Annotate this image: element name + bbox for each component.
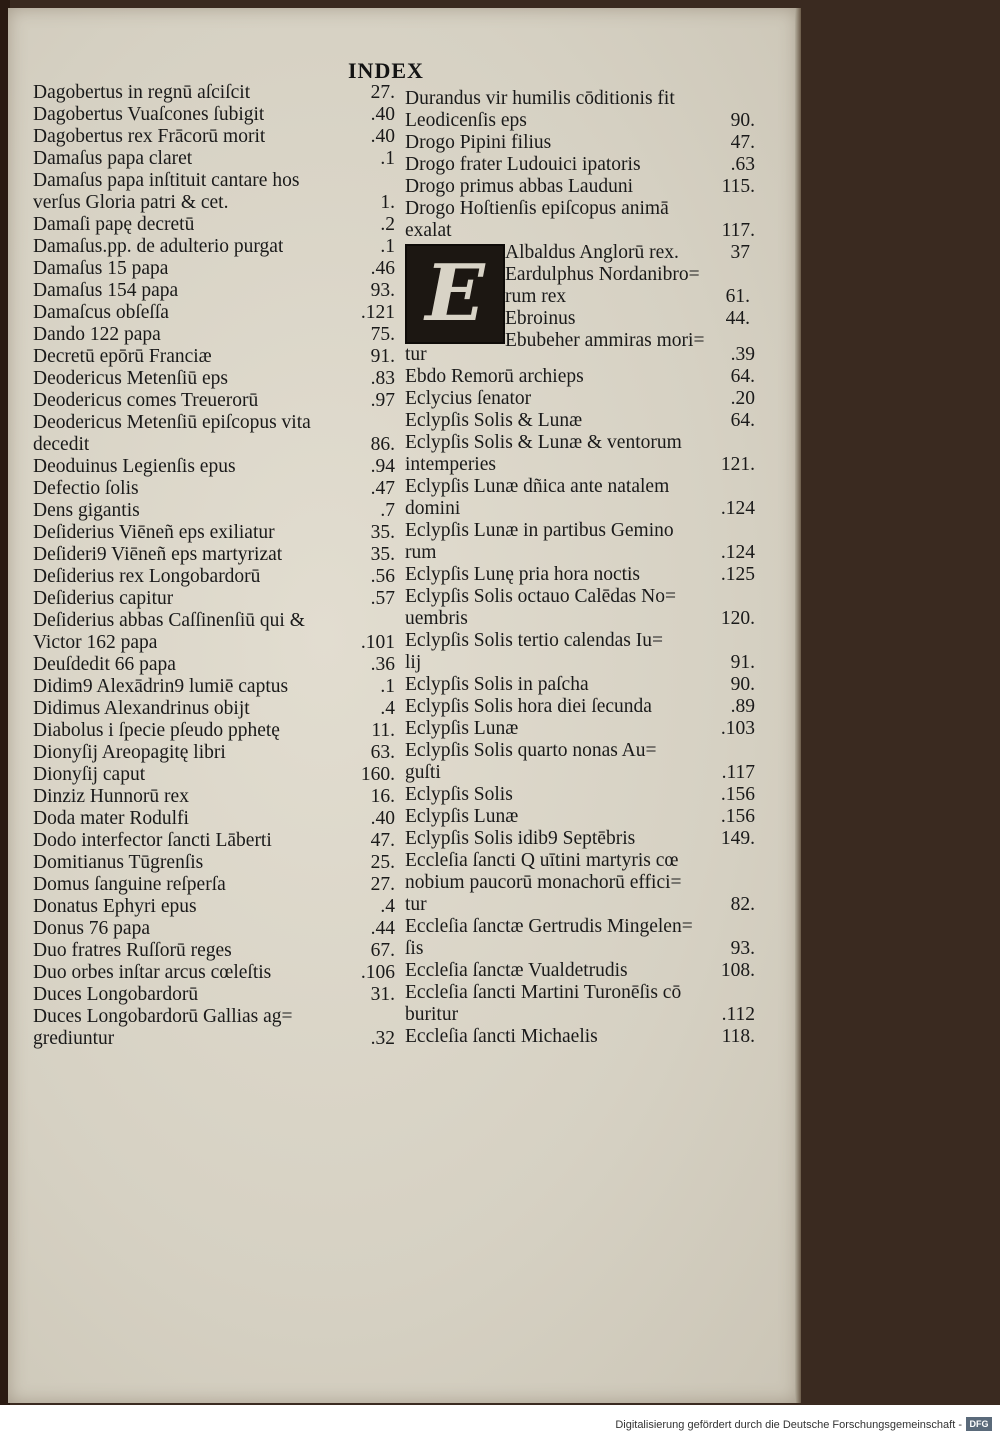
entry-page-number: 149. [720,828,755,849]
entry-text: Decretū epōrū Franciæ [33,346,212,367]
entry-page-number: .56 [370,566,395,587]
entry-page-number: 91. [730,652,755,673]
entry-text: Eclypſis Solis octauo Calēdas No= [405,586,676,607]
entry-page-number: .106 [360,962,395,983]
entry-text: buritur [405,1004,459,1025]
index-entry [405,718,755,740]
footer-bar [0,1405,1000,1438]
index-entry [33,830,395,852]
entry-text: Eccleſia ſanctæ Vualdetrudis [405,960,628,981]
entry-text: Dionyſij caput [33,764,146,785]
index-entry [405,894,755,916]
entry-text: Eclypſis Solis tertio calendas Iu= [405,630,663,651]
entry-page-number: .44 [370,918,395,939]
index-entry [33,962,395,984]
index-entry [405,366,755,388]
entry-text: rum [405,542,437,563]
entry-text: Duces Longobardorū [33,984,199,1005]
entry-text: domini [405,498,461,519]
entry-text: Eclypſis Solis idib9 Septēbris [405,828,636,849]
entry-page-number: .1 [380,236,395,257]
entry-text: Eclypſis Lunæ [405,718,519,739]
entry-text: decedit [33,434,90,455]
index-entry [405,198,755,220]
index-entry [405,88,755,110]
entry-page-number: .117 [721,762,755,783]
index-entry [405,220,755,242]
entry-page-number: 93. [370,280,395,301]
entry-page-number: 35. [370,544,395,565]
index-entry [505,242,750,264]
index-entry [33,192,395,214]
index-entry [405,176,755,198]
index-entry [405,608,755,630]
entry-text: rum rex [505,286,567,307]
entry-page-number: .20 [730,388,755,409]
entry-page-number: 37 [730,242,750,263]
entry-text: Domus ſanguine reſperſa [33,874,226,895]
entry-text: Drogo Pipini filius [405,132,552,153]
index-entry [405,388,755,410]
entry-text: Ebubeher ammiras mori= [505,330,705,351]
entry-page-number: 27. [370,874,395,895]
entry-text: Deſiderius abbas Caſſinenſiū qui & [33,610,305,631]
entry-text: Damaſcus obſeſſa [33,302,169,323]
entry-page-number: 93. [730,938,755,959]
index-entry [33,302,395,324]
entry-text: Donatus Ephyri epus [33,896,197,917]
entry-page-number: .2 [380,214,395,235]
entry-text: Domitianus Tūgrenſis [33,852,204,873]
footer-credit: Digitalisierung gefördert durch die Deutsche Forschungsgemeinschaft - [615,1419,962,1431]
entry-page-number: 120. [720,608,755,629]
entry-text: Deſiderius rex Longobardorū [33,566,261,587]
entry-text: tur [405,894,427,915]
entry-page-number: 115. [721,176,755,197]
entry-text: exalat [405,220,452,241]
index-entry [33,434,395,456]
entry-page-number: .83 [370,368,395,389]
entry-text: Albaldus Anglorū rex. [505,242,679,263]
entry-text: Didimus Alexandrinus obijt [33,698,250,719]
entry-text: intemperies [405,454,496,475]
index-entry [33,412,395,434]
index-entry [33,170,395,192]
index-entry [33,1006,395,1028]
entry-page-number: .36 [370,654,395,675]
entry-text: Eclypſis Solis hora diei ſecunda [405,696,652,717]
entry-page-number: 67. [370,940,395,961]
entry-page-number: 90. [730,674,755,695]
entry-page-number: 35. [370,522,395,543]
entry-page-number: .40 [370,104,395,125]
entry-text: Duces Longobardorū Gallias ag= [33,1006,293,1027]
entry-page-number: 82. [730,894,755,915]
entry-page-number: .57 [370,588,395,609]
index-entry [33,588,395,610]
entry-page-number: .89 [730,696,755,717]
entry-page-number: .101 [360,632,395,653]
entry-text: Defectio ſolis [33,478,139,499]
index-entry [505,286,750,308]
index-entry [405,938,755,960]
entry-text: Ebroinus [505,308,576,329]
entry-text: Eclypſis Lunæ [405,806,519,827]
dfg-logo: DFG [966,1417,992,1431]
entry-text: Eclypſis Solis & Lunæ & ventorum [405,432,682,453]
entry-page-number: 121. [720,454,755,475]
index-entry [33,852,395,874]
entry-text: guſti [405,762,441,783]
index-entry [33,566,395,588]
index-entry [33,478,395,500]
entry-text: Eclypſis Lunæ dñica ante natalem [405,476,670,497]
right-column-top [405,88,755,242]
index-entry [405,432,755,454]
entry-page-number: .112 [721,1004,755,1025]
index-entry [405,652,755,674]
entry-text: Eccleſia ſancti Q uītini martyris cœ [405,850,679,871]
index-entry [33,500,395,522]
entry-page-number: .46 [370,258,395,279]
index-entry [405,982,755,1004]
entry-text: ſis [405,938,424,959]
index-entry [33,698,395,720]
entry-text: Damaſus 15 papa [33,258,169,279]
entry-page-number: 16. [370,786,395,807]
entry-text: Eclypſis Lunę pria hora noctis [405,564,641,585]
index-entry [405,586,755,608]
index-entry [405,154,755,176]
entry-text: Dinziz Hunnorū rex [33,786,189,807]
right-column-bottom [405,344,755,1048]
entry-page-number: .4 [380,896,395,917]
entry-text: grediuntur [33,1028,115,1049]
index-entry [33,632,395,654]
entry-page-number: .1 [380,148,395,169]
entry-text: Drogo frater Ludouici ipatoris [405,154,641,175]
index-entry [405,520,755,542]
index-entry [405,564,755,586]
entry-text: Eclypſis Solis [405,784,513,805]
index-entry [405,1004,755,1026]
initial-lines [505,242,750,352]
entry-page-number: 86. [370,434,395,455]
entry-text: lij [405,652,422,673]
entry-page-number: 63. [370,742,395,763]
entry-text: Dionyſij Areopagitę libri [33,742,226,763]
index-entry [33,808,395,830]
entry-text: Eccleſia ſanctæ Gertrudis Mingelen= [405,916,693,937]
index-entry [405,132,755,154]
entry-page-number: .124 [720,542,755,563]
entry-page-number: 11. [371,720,395,741]
entry-text: Dagobertus in regnū aſciſcit [33,82,251,103]
entry-text: Dens gigantis [33,500,140,521]
index-entry [33,324,395,346]
entry-text: Duo orbes inſtar arcus cœleſtis [33,962,272,983]
entry-text: Deodericus Metenſiū epiſcopus vita [33,412,311,433]
index-entry [33,126,395,148]
entry-text: Drogo Hoſtienſis epiſcopus animā [405,198,669,219]
index-entry [405,674,755,696]
index-entry [405,454,755,476]
index-entry [505,330,750,352]
entry-page-number: 61. [725,286,750,307]
index-entry [33,346,395,368]
entry-page-number: .47 [370,478,395,499]
page-header: INDEX [348,58,424,83]
index-entry [33,236,395,258]
entry-text: Victor 162 papa [33,632,158,653]
entry-text: Deoduinus Legienſis epus [33,456,236,477]
entry-text: Eclycius ſenator [405,388,532,409]
entry-text: Didim9 Alexādrin9 lumiē captus [33,676,289,697]
entry-text: Damaſus 154 papa [33,280,179,301]
index-entry [33,258,395,280]
index-entry [33,368,395,390]
entry-page-number: .156 [720,806,755,827]
index-entry [505,264,750,286]
index-entry [405,740,755,762]
entry-page-number: 64. [730,366,755,387]
entry-page-number: .40 [370,126,395,147]
entry-text: Damaſi papę decretū [33,214,195,235]
index-entry [33,918,395,940]
entry-page-number: 27. [370,82,395,103]
entry-page-number: 47. [370,830,395,851]
index-entry [33,280,395,302]
index-entry [33,456,395,478]
index-entry [33,104,395,126]
index-entry [505,308,750,330]
index-entry [33,82,395,104]
index-entry [405,410,755,432]
index-entry [405,630,755,652]
entry-text: Doda mater Rodulfi [33,808,189,829]
entry-text: nobium paucorū monachorū effici= [405,872,682,893]
initial-block [405,242,755,352]
entry-page-number: .40 [370,808,395,829]
index-entry [405,542,755,564]
entry-text: Eclypſis Solis quarto nonas Au= [405,740,657,761]
entry-text: Eccleſia ſancti Michaelis [405,1026,598,1047]
entry-text: Eclypſis Solis in paſcha [405,674,589,695]
index-entry [33,214,395,236]
index-entry [405,1026,755,1048]
entry-page-number: .63 [730,154,755,175]
entry-text: Damaſus papa claret [33,148,193,169]
index-entry [33,676,395,698]
index-entry [33,544,395,566]
right-column [405,88,755,1048]
entry-text: Drogo primus abbas Lauduni [405,176,634,197]
index-entry [405,806,755,828]
entry-text: Leodicenſis eps [405,110,527,131]
entry-page-number: 160. [360,764,395,785]
entry-page-number: .103 [720,718,755,739]
index-entry [33,984,395,1006]
index-entry [405,916,755,938]
index-entry [33,742,395,764]
index-entry [33,522,395,544]
entry-text: Eclypſis Lunæ in partibus Gemino [405,520,674,541]
entry-page-number: 1. [380,192,395,213]
index-entry [405,762,755,784]
index-entry [33,610,395,632]
index-entry [405,784,755,806]
entry-text: Eardulphus Nordanibro= [505,264,700,285]
entry-text: Diabolus i ſpecie pſeudo pphetę [33,720,280,741]
entry-page-number: .125 [720,564,755,585]
entry-page-number: .97 [370,390,395,411]
entry-text: Deodericus comes Treuerorū [33,390,259,411]
index-entry [33,874,395,896]
entry-text: Dando 122 papa [33,324,161,345]
entry-page-number: 118. [721,1026,755,1047]
entry-text: Deſideri9 Viēneñ eps martyrizat [33,544,283,565]
entry-page-number: .1 [380,676,395,697]
index-entry [405,476,755,498]
index-entry [405,872,755,894]
entry-text: uembris [405,608,468,629]
entry-text: Eccleſia ſancti Martini Turonēſis cō [405,982,682,1003]
entry-page-number: .7 [380,500,395,521]
initial-glyph: E [425,248,485,339]
entry-page-number: 108. [720,960,755,981]
entry-page-number: 47. [730,132,755,153]
index-entry [405,828,755,850]
decorated-initial-letter [405,244,505,344]
entry-text: Damaſus papa inſtituit cantare hos [33,170,300,191]
entry-page-number: 31. [370,984,395,1005]
entry-text: Damaſus.pp. de adulterio purgat [33,236,284,257]
index-entry [405,498,755,520]
entry-page-number: .32 [370,1028,395,1049]
entry-text: Duo fratres Ruſſorū reges [33,940,232,961]
index-entry [33,148,395,170]
index-entry [33,390,395,412]
index-entry [33,720,395,742]
entry-page-number: .124 [720,498,755,519]
entry-page-number: .94 [370,456,395,477]
entry-page-number: .121 [360,302,395,323]
index-entry [33,896,395,918]
index-entry [405,110,755,132]
entry-text: verſus Gloria patri & cet. [33,192,229,213]
entry-page-number: 44. [725,308,750,329]
index-entry [33,786,395,808]
entry-page-number: 90. [730,110,755,131]
entry-text: Dagobertus Vuaſcones ſubigit [33,104,265,125]
entry-text: Donus 76 papa [33,918,150,939]
entry-text: Deſiderius Viēneñ eps exiliatur [33,522,275,543]
entry-text: Durandus vir humilis cōditionis fit [405,88,675,109]
entry-text: Deuſdedit 66 papa [33,654,176,675]
entry-text: tur [405,344,427,365]
entry-text: Dagobertus rex Frācorū morit [33,126,266,147]
index-entry [405,850,755,872]
index-entry [405,696,755,718]
entry-page-number: .156 [720,784,755,805]
entry-page-number: 91. [370,346,395,367]
entry-text: Ebdo Remorū archieps [405,366,584,387]
entry-text: Deſiderius capitur [33,588,174,609]
entry-page-number: 75. [370,324,395,345]
index-entry [33,654,395,676]
entry-page-number: 64. [730,410,755,431]
page-edge-shadow [795,8,801,1403]
entry-page-number: 25. [370,852,395,873]
entry-text: Eclypſis Solis & Lunæ [405,410,583,431]
entry-page-number: .4 [380,698,395,719]
index-entry [33,940,395,962]
index-entry [33,1028,395,1050]
index-entry [405,960,755,982]
left-column [33,82,395,1050]
entry-page-number: .39 [730,344,755,365]
entry-text: Dodo interfector ſancti Lāberti [33,830,272,851]
entry-text: Deodericus Metenſiū eps [33,368,228,389]
index-entry [33,764,395,786]
entry-page-number: 117. [721,220,755,241]
